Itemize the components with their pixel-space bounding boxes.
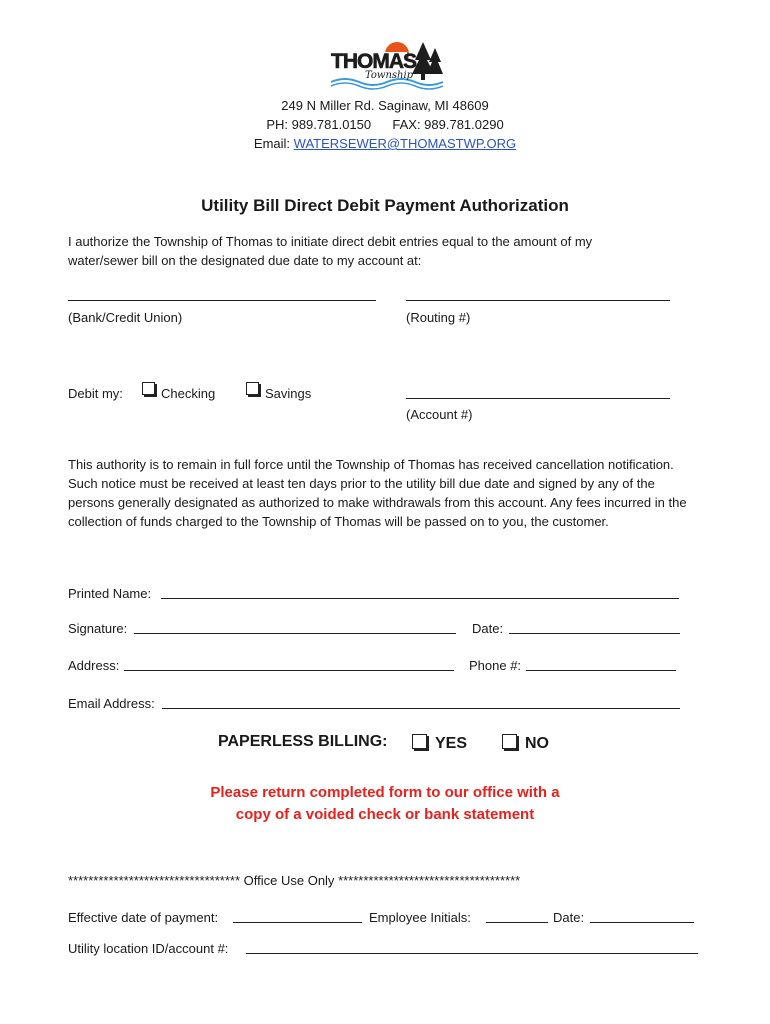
routing-line[interactable]	[406, 300, 670, 301]
checking-label: Checking	[161, 386, 216, 401]
paperless-yes-label: YES	[435, 735, 468, 752]
bank-caption: (Bank/Credit Union)	[68, 310, 183, 325]
form-title: Utility Bill Direct Debit Payment Authorization	[201, 196, 569, 215]
email-address-label: Email Address:	[68, 696, 155, 711]
routing-caption: (Routing #)	[406, 310, 471, 325]
paperless-no-option[interactable]	[502, 734, 549, 753]
return-notice-line-2: copy of a voided check or bank statement	[235, 806, 535, 823]
office-stars-left: **********************************	[68, 873, 241, 888]
savings-checkbox[interactable]	[246, 382, 259, 395]
phone-label: Phone #:	[469, 658, 522, 673]
office-use-heading	[68, 871, 708, 890]
location-id-label: Utility location ID/account #:	[68, 941, 229, 956]
account-line[interactable]	[406, 398, 670, 399]
paperless-no-checkbox[interactable]	[502, 734, 517, 749]
return-notice-line-1: Please return completed form to our office with a	[210, 784, 560, 801]
phone-line[interactable]	[526, 670, 676, 671]
effective-date-line[interactable]	[233, 922, 362, 923]
office-stars-right: ************************************	[338, 873, 521, 888]
email-label: Email:	[253, 136, 291, 151]
phone-fax-line	[0, 115, 770, 134]
fax-number: FAX: 989.781.0290	[392, 117, 504, 132]
paperless-label: PAPERLESS BILLING:	[218, 733, 388, 750]
email-address-line[interactable]	[162, 708, 680, 709]
township-logo	[325, 38, 445, 90]
office-date-line[interactable]	[590, 922, 694, 923]
bank-line[interactable]	[68, 300, 376, 301]
logo-name: THOMAS	[331, 50, 416, 73]
address-line[interactable]	[124, 670, 454, 671]
signature-line[interactable]	[134, 633, 456, 634]
checking-checkbox[interactable]	[142, 382, 155, 395]
savings-label: Savings	[265, 386, 312, 401]
address-label: Address:	[68, 658, 120, 673]
authority-paragraph: This authority is to remain in full force until the Township of Thomas has received cancellation notification. Such notice must be received at least ten days prior to the utility bill due date and signed by any of the persons generally designated as authorized to make withdrawals from this account. Any fees incurred in the collection of funds charged to the Township of Thomas will be passed on to you, the customer.	[68, 457, 687, 529]
office-date-label: Date:	[553, 910, 585, 925]
savings-option[interactable]	[246, 380, 311, 399]
paperless-yes-checkbox[interactable]	[412, 734, 427, 749]
email-line	[0, 134, 770, 153]
logo-subtitle: Township	[365, 70, 414, 81]
phone-number: PH: 989.781.0150	[266, 117, 372, 132]
email-link[interactable]: WATERSEWER@THOMASTWP.ORG	[293, 136, 517, 151]
location-id-line[interactable]	[246, 953, 698, 954]
checking-option[interactable]	[142, 380, 215, 399]
office-address: 249 N Miller Rd. Saginaw, MI 48609	[281, 98, 489, 113]
employee-initials-line[interactable]	[486, 922, 548, 923]
office-use-title: Office Use Only	[243, 873, 335, 888]
account-caption: (Account #)	[406, 407, 473, 422]
employee-initials-label: Employee Initials:	[369, 910, 471, 925]
date-label: Date:	[472, 621, 504, 636]
effective-date-label: Effective date of payment:	[68, 910, 219, 925]
printed-name-label: Printed Name:	[68, 586, 152, 601]
debit-label: Debit my:	[68, 386, 123, 401]
signature-label: Signature:	[68, 621, 128, 636]
paperless-yes-option[interactable]	[412, 734, 467, 753]
paperless-no-label: NO	[525, 735, 549, 752]
date-line[interactable]	[509, 633, 680, 634]
printed-name-line[interactable]	[161, 598, 679, 599]
intro-paragraph: I authorize the Township of Thomas to initiate direct debit entries equal to the amount of my water/sewer bill on the designated due date to my account at:	[68, 234, 593, 268]
